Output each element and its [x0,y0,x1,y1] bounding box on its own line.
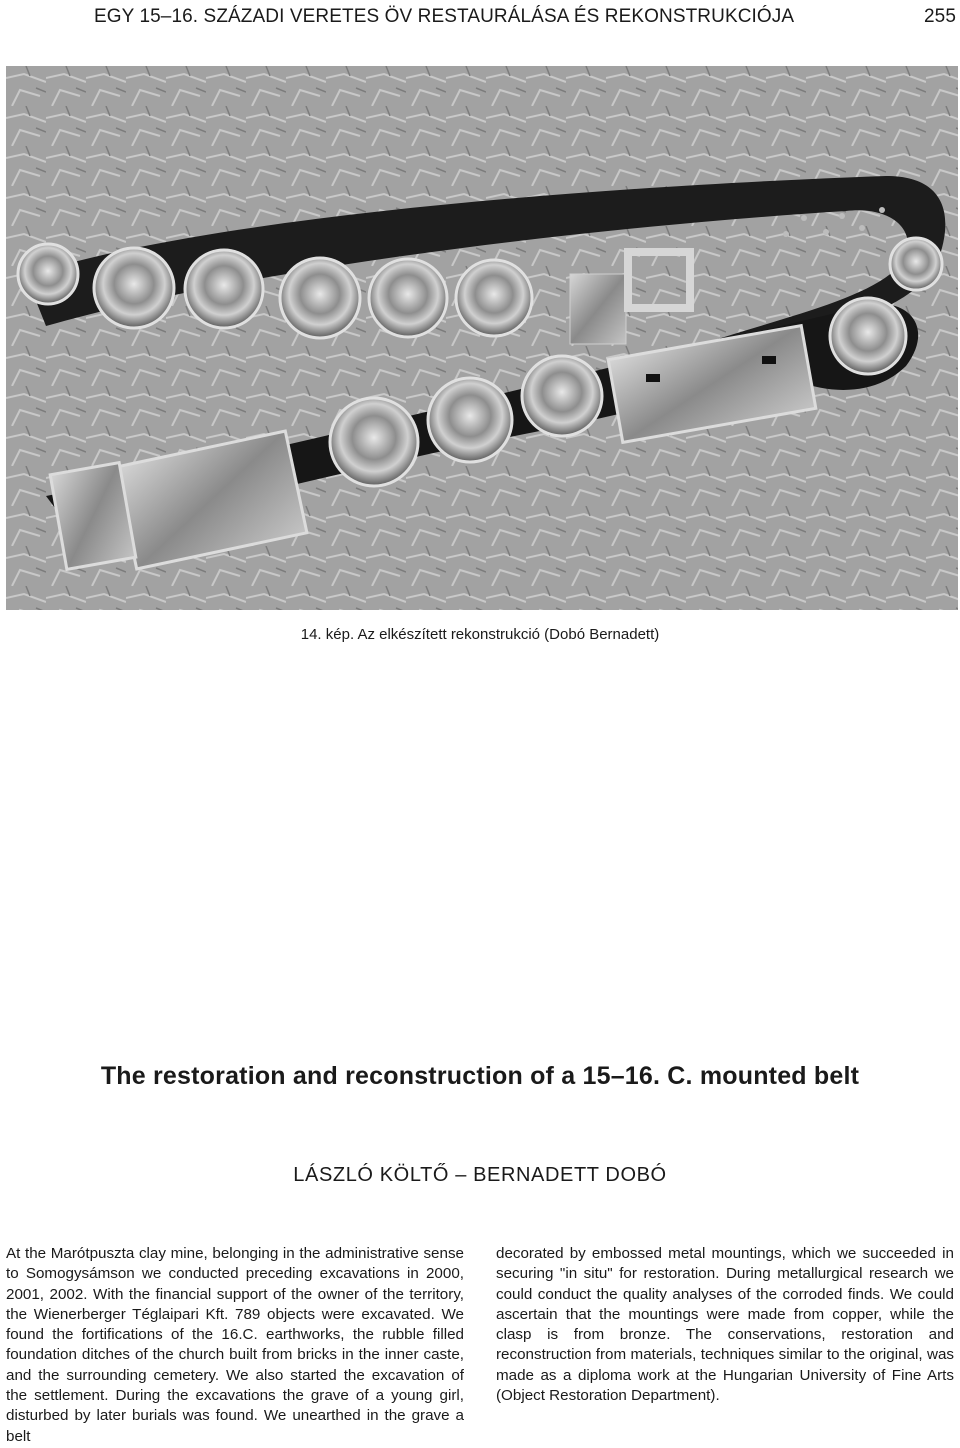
body-paragraph-right: decorated by embossed metal mountings, which we succeeded in securing "in situ" for restoration. During metallurgical research we could conduct the quality analyses of the corroded finds. We could ascertain that the mountings were made from copper, while the clasp is from bronze. The conservations, restoration and reconstruction from materials, techniques similar to the original, was made as a diploma work at the Hungarian University of Fine Arts (Object Restoration Department). [496,1245,954,1405]
body-column-right [496,1244,954,1406]
running-head [94,4,956,30]
figure-caption: 14. kép. Az elkészített rekonstrukció (Dobó Bernadett) [300,626,660,643]
belt-photograph [6,66,958,610]
running-head-title: EGY 15–16. SZÁZADI VERETES ÖV RESTAURÁLÁSA ÉS REKONSTRUKCIÓJA [94,6,795,27]
article-authors: LÁSZLÓ KÖLTŐ – BERNADETT DOBÓ [293,1164,667,1186]
page-number: 255 [923,6,956,27]
article-title: The restoration and reconstruction of a 15–16. C. mounted belt [100,1062,860,1090]
body-column-left [6,1244,464,1447]
body-paragraph-left: At the Marótpuszta clay mine, belonging in the administrative sense to Somogysámson we conducted preceding excavations in 2000, 2001, 2002. With the financial support of the owner of the territory, the Wienerberger Téglaipari Kft. 789 objects were excavated. We found the fortifications of the 16.C. earthworks, the rubble filled foundation ditches of the church built from bricks in the inner caste, and the surrounding cemetery. We also started the excavation of the settlement. During the excavations the grave of a young girl, disturbed by later burials was found. We unearthed in the grave a belt [6,1245,464,1445]
